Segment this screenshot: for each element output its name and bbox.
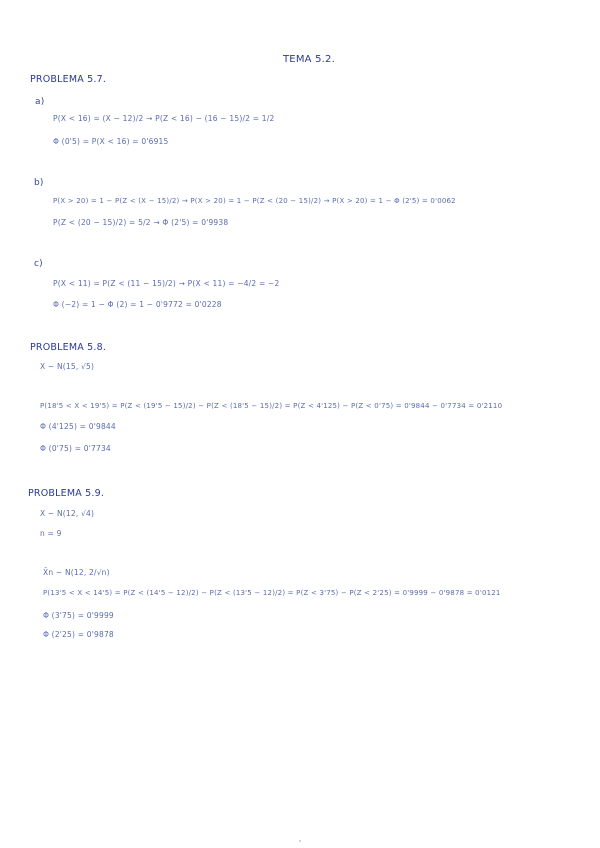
page-title: TEMA 5.2.	[283, 54, 335, 65]
problem-5-9-distribution: X ~ N(12, √4)	[40, 509, 95, 518]
problem-5-8-equation-2: Φ (4'125) = 0'9844	[40, 422, 116, 431]
part-c-equation-2: Φ (−2) = 1 − Φ (2) = 1 − 0'9772 = 0'0228	[53, 300, 222, 309]
part-a-label: a)	[35, 97, 45, 107]
part-a-equation-1: P(X < 16) = (X − 12)/2 → P(Z < 16) − (16 − 15)/2 = 1/2	[53, 114, 275, 123]
problem-5-9-sample-distribution: X̄n ~ N(12, 2/√n)	[43, 568, 110, 577]
problem-5-7-heading: PROBLEMA 5.7.	[30, 74, 107, 85]
problem-5-8-distribution: X ~ N(15, √5)	[40, 362, 95, 371]
problem-5-8-heading: PROBLEMA 5.8.	[30, 342, 107, 353]
problem-5-8-equation-3: Φ (0'75) = 0'7734	[40, 444, 111, 453]
problem-5-9-equation-2: Φ (3'75) = 0'9999	[43, 611, 114, 620]
part-b-equation-2: P(Z < (20 − 15)/2) = 5/2 → Φ (2'5) = 0'9938	[53, 218, 229, 227]
problem-5-9-equation-3: Φ (2'25) = 0'9878	[43, 630, 114, 639]
part-b-equation-1: P(X > 20) = 1 − P(Z < (X − 15)/2) → P(X > 20) = 1 − P(Z < (20 − 15)/2) → P(X > 20) = 1 − Φ (2'5) = 0'0062	[53, 197, 456, 205]
problem-5-9-heading: PROBLEMA 5.9.	[28, 488, 105, 499]
part-c-equation-1: P(X < 11) = P(Z < (11 − 15)/2) → P(X < 11) = −4/2 = −2	[53, 279, 280, 288]
part-c-label: c)	[34, 259, 43, 269]
problem-5-9-equation-1: P(13'5 < X < 14'5) = P(Z < (14'5 − 12)/2) − P(Z < (13'5 − 12)/2) = P(Z < 3'75) − P(Z < 2'25) = 0'9999 − 0'9878 = 0'0121	[43, 589, 501, 597]
problem-5-9-sample-size: n = 9	[40, 529, 62, 538]
problem-5-8-equation-1: P(18'5 < X < 19'5) = P(Z < (19'5 − 15)/2) − P(Z < (18'5 − 15)/2) = P(Z < 4'125) − P(Z < 0'75) = 0'9844 − 0'7734 = 0'2110	[40, 402, 503, 410]
part-b-label: b)	[34, 178, 44, 188]
part-a-equation-2: Φ (0'5) = P(X < 16) = 0'6915	[53, 137, 169, 146]
paper-speck	[299, 840, 301, 842]
